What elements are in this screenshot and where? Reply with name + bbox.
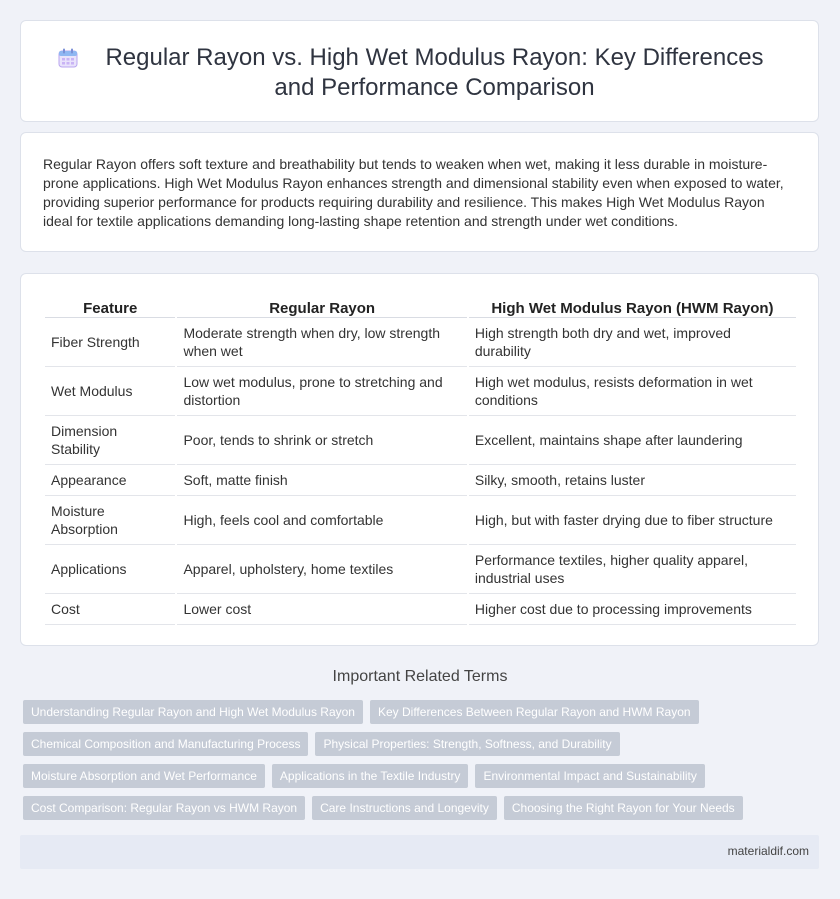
site-name[interactable]: materialdif.com <box>727 844 809 858</box>
intro-paragraph: Regular Rayon offers soft texture and breathability but tends to weaken when wet, making it less durable in moisture-prone applications. High Wet Modulus Rayon enhances strength and dimensional stability even when exposed to water, providing superior performance for products requiring durability and resilience. This makes High Wet Modulus Rayon ideal for textile applications demanding long-lasting shape retention and strength under wet conditions. <box>43 156 784 229</box>
table-row <box>45 367 796 416</box>
title-card <box>20 20 819 122</box>
related-term-tag[interactable]: Cost Comparison: Regular Rayon vs HWM Rayon <box>23 796 305 820</box>
related-term-tag[interactable]: Moisture Absorption and Wet Performance <box>23 764 265 788</box>
feature-cell: Fiber Strength <box>45 318 175 367</box>
regular-cell: Soft, matte finish <box>177 465 466 496</box>
regular-cell: High, feels cool and comfortable <box>177 496 466 545</box>
related-term-tag[interactable]: Care Instructions and Longevity <box>312 796 497 820</box>
regular-cell: Moderate strength when dry, low strength when wet <box>177 318 466 367</box>
hwm-cell: High, but with faster drying due to fiber structure <box>469 496 796 545</box>
hwm-cell: Performance textiles, higher quality apparel, industrial uses <box>469 545 796 594</box>
regular-cell: Apparel, upholstery, home textiles <box>177 545 466 594</box>
feature-cell: Applications <box>45 545 175 594</box>
hwm-cell: Silky, smooth, retains luster <box>469 465 796 496</box>
table-row <box>45 416 796 465</box>
regular-cell: Low wet modulus, prone to stretching and distortion <box>177 367 466 416</box>
table-row <box>45 496 796 545</box>
feature-cell: Appearance <box>45 465 175 496</box>
comparison-table <box>43 296 798 625</box>
footer <box>20 835 819 869</box>
hwm-cell: Excellent, maintains shape after laundering <box>469 416 796 465</box>
header-feature: Feature <box>45 296 175 318</box>
header-hwm-rayon: High Wet Modulus Rayon (HWM Rayon) <box>469 296 796 318</box>
related-term-tag[interactable]: Physical Properties: Strength, Softness, and Durability <box>315 732 619 756</box>
feature-cell: Cost <box>45 594 175 625</box>
regular-cell: Poor, tends to shrink or stretch <box>177 416 466 465</box>
comparison-card <box>20 273 819 646</box>
related-terms-heading: Important Related Terms <box>332 668 508 685</box>
feature-cell: Moisture Absorption <box>45 496 175 545</box>
page-title: Regular Rayon vs. High Wet Modulus Rayon: Key Differences and Performance Comparison <box>105 44 764 101</box>
table-row <box>45 545 796 594</box>
table-row <box>45 318 796 367</box>
table-row <box>45 465 796 496</box>
hwm-cell: Higher cost due to processing improvements <box>469 594 796 625</box>
header-regular-rayon: Regular Rayon <box>177 296 466 318</box>
hwm-cell: High strength both dry and wet, improved durability <box>469 318 796 367</box>
regular-cell: Lower cost <box>177 594 466 625</box>
related-term-tag[interactable]: Applications in the Textile Industry <box>272 764 469 788</box>
intro-card <box>20 132 819 252</box>
related-terms-list <box>23 700 823 820</box>
related-term-tag[interactable]: Understanding Regular Rayon and High Wet Modulus Rayon <box>23 700 363 724</box>
related-term-tag[interactable]: Key Differences Between Regular Rayon and HWM Rayon <box>370 700 699 724</box>
feature-cell: Dimension Stability <box>45 416 175 465</box>
table-header-row <box>45 296 796 318</box>
table-row <box>45 594 796 625</box>
related-term-tag[interactable]: Chemical Composition and Manufacturing Process <box>23 732 308 756</box>
hwm-cell: High wet modulus, resists deformation in wet conditions <box>469 367 796 416</box>
related-term-tag[interactable]: Choosing the Right Rayon for Your Needs <box>504 796 743 820</box>
feature-cell: Wet Modulus <box>45 367 175 416</box>
related-term-tag[interactable]: Environmental Impact and Sustainability <box>475 764 704 788</box>
